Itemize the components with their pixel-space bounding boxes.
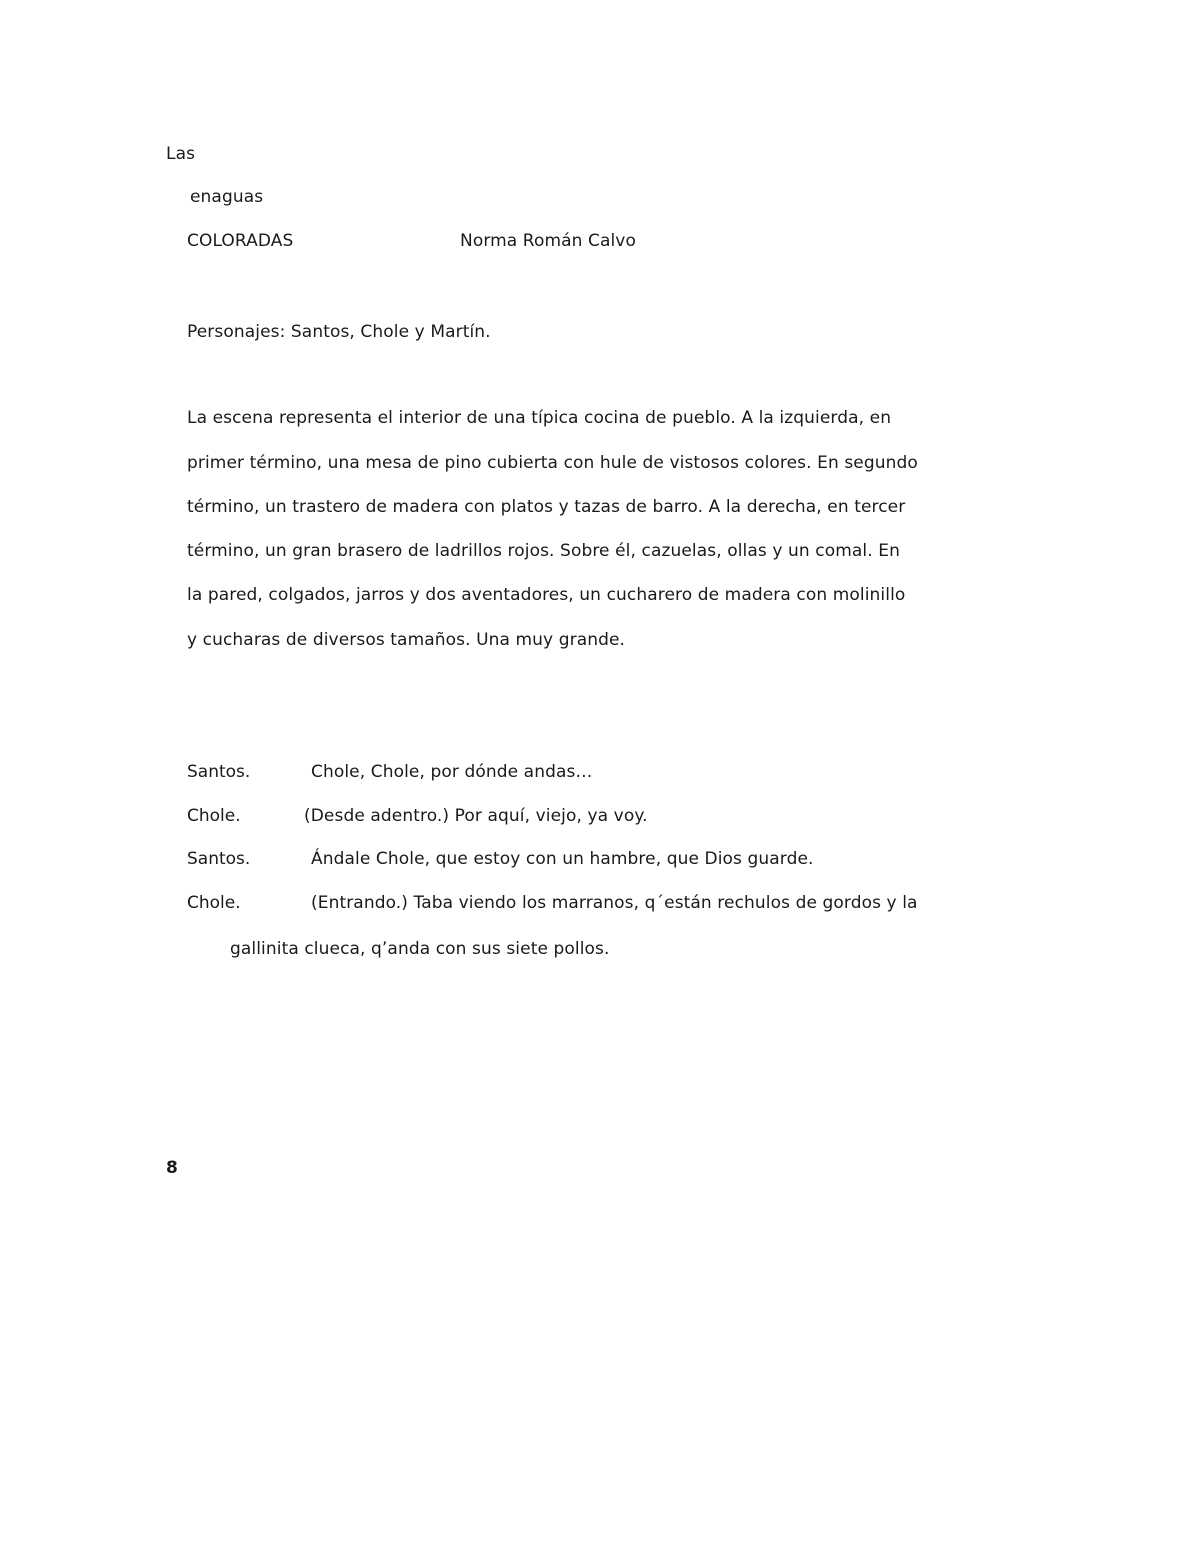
stage-direction-line: La escena representa el interior de una típica cocina de pueblo. A la izquierda, en <box>187 408 892 428</box>
page-number: 8 <box>166 1158 178 1178</box>
title-line-3: COLORADAS <box>187 231 294 251</box>
stage-direction-line: término, un trastero de madera con platos y tazas de barro. A la derecha, en tercer <box>187 497 906 517</box>
dialogue-speaker: Santos. <box>187 762 251 782</box>
dialogue-continuation: gallinita clueca, q’anda con sus siete pollos. <box>230 939 610 959</box>
dialogue-text: (Desde adentro.) Por aquí, viejo, ya voy. <box>304 806 648 826</box>
title-line-1: Las <box>166 144 196 164</box>
dialogue-text: Chole, Chole, por dónde andas… <box>311 762 593 782</box>
dialogue-text: Ándale Chole, que estoy con un hambre, que Dios guarde. <box>311 849 814 869</box>
characters-list: Personajes: Santos, Chole y Martín. <box>187 322 491 342</box>
dialogue-text: (Entrando.) Taba viendo los marranos, q´están rechulos de gordos y la <box>311 893 918 913</box>
stage-direction-line: primer término, una mesa de pino cubierta con hule de vistosos colores. En segundo <box>187 453 918 473</box>
dialogue-speaker: Chole. <box>187 806 241 826</box>
title-line-2: enaguas <box>190 187 264 207</box>
dialogue-speaker: Santos. <box>187 849 251 869</box>
stage-direction-line: término, un gran brasero de ladrillos rojos. Sobre él, cazuelas, ollas y un comal. En <box>187 541 900 561</box>
author-name: Norma Román Calvo <box>460 231 636 251</box>
dialogue-speaker: Chole. <box>187 893 241 913</box>
stage-direction-line: la pared, colgados, jarros y dos aventadores, un cucharero de madera con molinillo <box>187 585 906 605</box>
stage-direction-line: y cucharas de diversos tamaños. Una muy grande. <box>187 630 626 650</box>
